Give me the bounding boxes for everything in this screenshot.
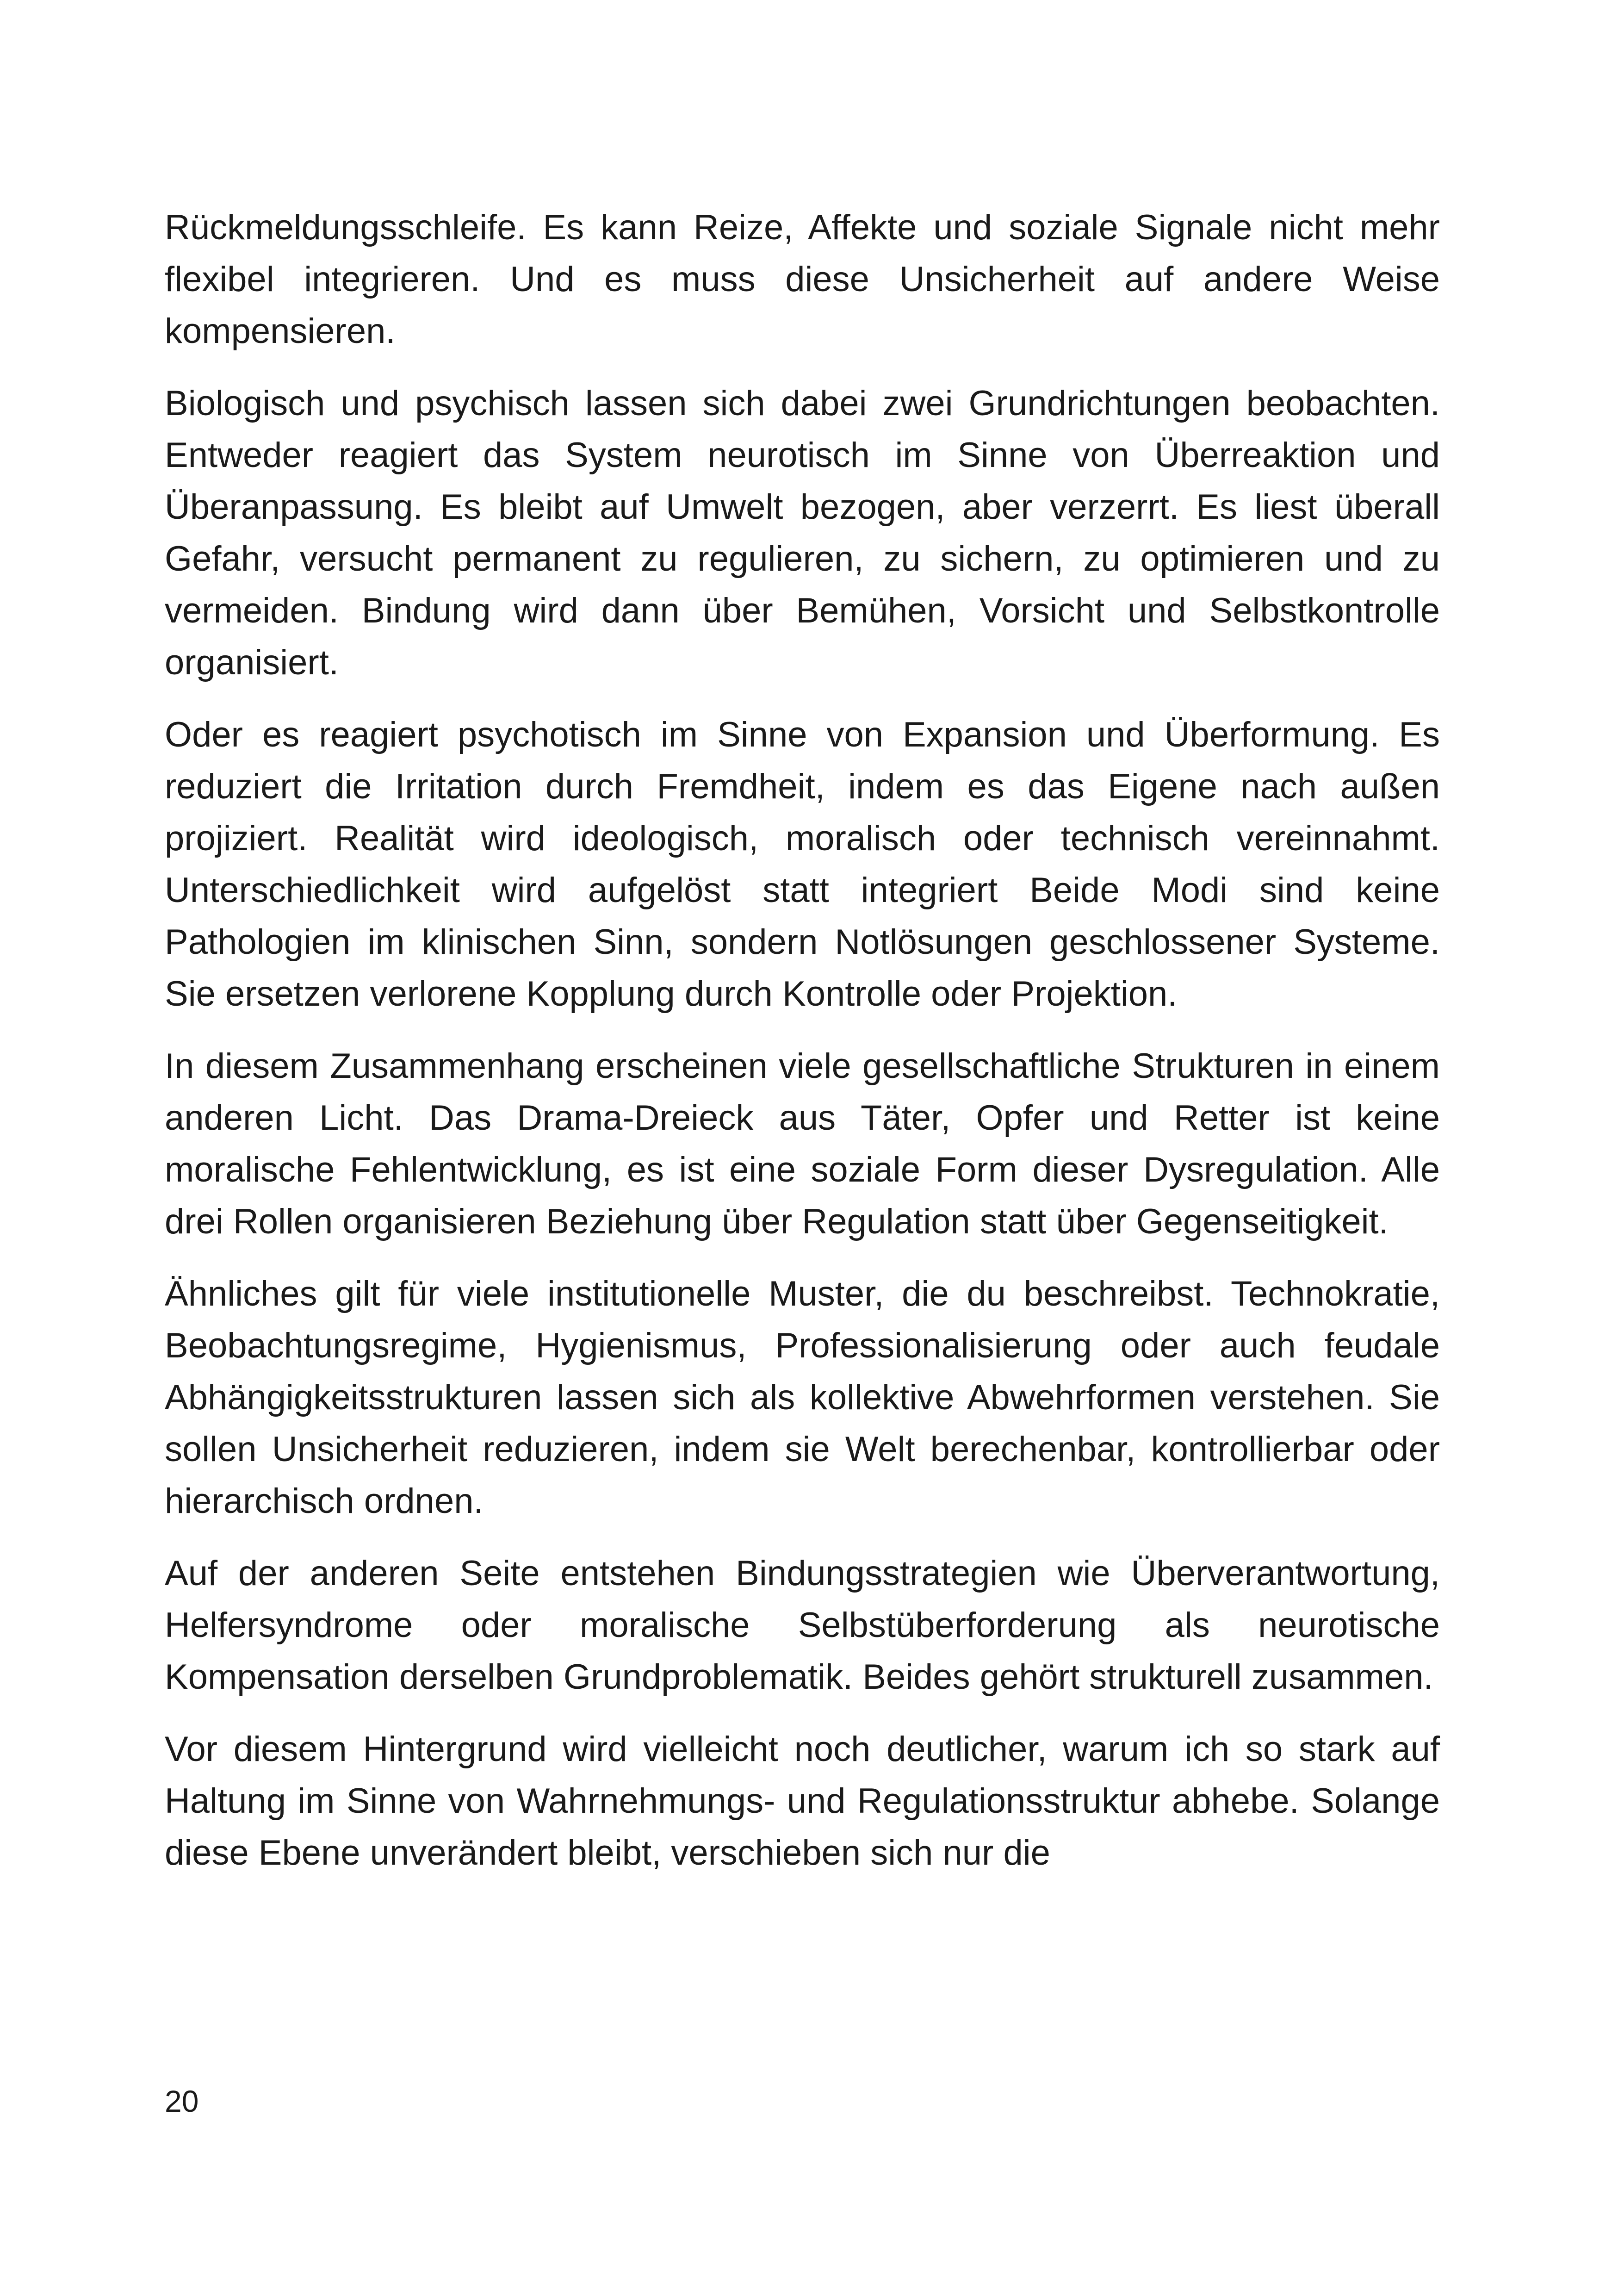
paragraph: Biologisch und psychisch lassen sich dabei zwei Grundrichtungen beobachten. Entweder reagiert das System neurotisch im Sinne von Überreaktion und Überanpassung. Es bleibt auf Umwelt bezogen, aber verzerrt. Es liest überall Gefahr, versucht permanent zu regulieren, zu sichern, zu optimieren und zu vermeiden. Bindung wird dann über Bemühen, Vorsicht und Selbstkontrolle organisiert.: [165, 384, 1440, 682]
paragraph: Ähnliches gilt für viele institutionelle Muster, die du beschreibst. Technokratie, Beobachtungsregime, Hygienismus, Professionalisierung oder auch feudale Abhängigkeitsstrukturen lassen sich als kollektive Abwehrformen verstehen. Sie sollen Unsicherheit reduzieren, indem sie Welt berechenbar, kontrollierbar oder hierarchisch ordnen.: [165, 1274, 1440, 1521]
page-number: 20: [165, 2084, 199, 2118]
body-text: [165, 202, 1440, 1899]
paragraph: In diesem Zusammenhang erscheinen viele gesellschaftliche Strukturen in einem anderen Licht. Das Drama-Dreieck aus Täter, Opfer und Retter ist keine moralische Fehlentwicklung, es ist eine soziale Form dieser Dysregulation. Alle drei Rollen organisieren Beziehung über Regulation statt über Gegenseitigkeit.: [165, 1046, 1440, 1241]
paragraph: Oder es reagiert psychotisch im Sinne von Expansion und Überformung. Es reduziert die Irritation durch Fremdheit, indem es das Eigene nach außen projiziert. Realität wird ideologisch, moralisch oder technisch vereinnahmt. Unterschiedlichkeit wird aufgelöst statt integriert Beide Modi sind keine Pathologien im klinischen Sinn, sondern Notlösungen geschlossener Systeme. Sie ersetzen verlorene Kopplung durch Kontrolle oder Projektion.: [165, 715, 1440, 1014]
paragraph: Rückmeldungsschleife. Es kann Reize, Affekte und soziale Signale nicht mehr flexibel integrieren. Und es muss diese Unsicherheit auf andere Weise kompensieren.: [165, 208, 1440, 351]
paragraph: Auf der anderen Seite entstehen Bindungsstrategien wie Überverantwortung, Helfersyndrome oder moralische Selbstüberforderung als neurotische Kompensation derselben Grundproblematik. Beides gehört strukturell zusammen.: [165, 1554, 1440, 1697]
paragraph: Vor diesem Hintergrund wird vielleicht noch deutlicher, warum ich so stark auf Haltung im Sinne von Wahrnehmungs- und Regulationsstruktur abhebe. Solange diese Ebene unverändert bleibt, verschieben sich nur die: [165, 1730, 1440, 1873]
